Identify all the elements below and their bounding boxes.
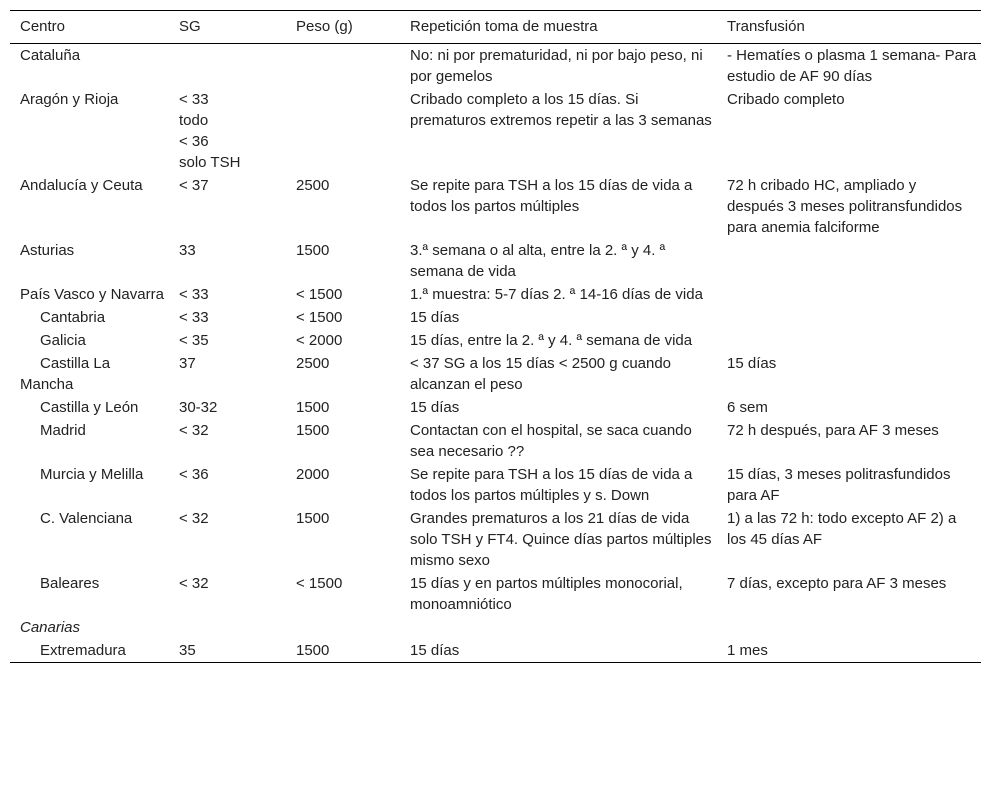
table-row xyxy=(10,88,981,174)
cell-transfusion xyxy=(717,283,981,306)
cell-sg: < 33 xyxy=(179,286,209,303)
table-row xyxy=(10,639,981,663)
table-row xyxy=(10,44,981,89)
cell-peso: < 1500 xyxy=(296,575,343,592)
cell-centro: Cataluña xyxy=(20,47,81,64)
table-row xyxy=(10,507,981,572)
cell-centro: Andalucía y Ceuta xyxy=(20,177,143,194)
cell-centro xyxy=(10,507,169,572)
cell-transfusion: - Hematíes o plasma 1 semana- Para estudio de AF 90 días xyxy=(727,47,977,85)
cell-transfusion: 15 días xyxy=(727,355,777,372)
cell-sg: < 32 xyxy=(179,422,209,439)
header-sg: SG xyxy=(179,18,201,35)
cell-sg xyxy=(169,616,286,639)
table-row xyxy=(10,463,981,507)
cell-peso: < 1500 xyxy=(296,286,343,303)
cell-centro xyxy=(10,329,169,352)
cell-peso: 1500 xyxy=(296,399,330,416)
cell-repeticion: < 37 SG a los 15 días < 2500 g cuando alcanzan el peso xyxy=(410,355,672,393)
cell-transfusion: 1 mes xyxy=(727,642,768,659)
header-centro: Centro xyxy=(20,18,66,35)
cell-sg: < 33 xyxy=(179,309,209,326)
cell-sg: < 37 xyxy=(179,177,209,194)
cell-transfusion xyxy=(717,329,981,352)
cell-transfusion xyxy=(717,239,981,283)
cell-repeticion: Se repite para TSH a los 15 días de vida a todos los partos múltiples y s. Down xyxy=(410,466,693,504)
cell-centro-text: Madrid xyxy=(40,422,86,439)
cell-centro: Asturias xyxy=(20,242,75,259)
cell-peso: 2500 xyxy=(296,355,330,372)
cell-transfusion xyxy=(717,306,981,329)
screening-table xyxy=(10,10,981,663)
cell-repeticion: Grandes prematuros a los 21 días de vida solo TSH y FT4. Quince días partos múltiples mismo sexo xyxy=(410,510,712,569)
cell-sg: 30-32 xyxy=(179,399,218,416)
cell-transfusion: 6 sem xyxy=(727,399,768,416)
cell-centro-text: C. Valenciana xyxy=(40,510,133,527)
cell-centro xyxy=(10,572,169,616)
cell-peso: < 2000 xyxy=(296,332,343,349)
cell-centro-text: Galicia xyxy=(40,332,86,349)
cell-peso: 2000 xyxy=(296,466,330,483)
cell-centro-text: Cantabria xyxy=(40,309,106,326)
cell-sg xyxy=(169,44,286,89)
cell-repeticion: 1.ª muestra: 5-7 días 2. ª 14-16 días de vida xyxy=(410,286,703,303)
cell-sg: 33 xyxy=(179,242,196,259)
cell-transfusion xyxy=(717,616,981,639)
cell-peso: 1500 xyxy=(296,422,330,439)
table-row xyxy=(10,283,981,306)
header-transfusion: Transfusión xyxy=(727,18,805,35)
cell-repeticion: Se repite para TSH a los 15 días de vida a todos los partos múltiples xyxy=(410,177,693,215)
cell-centro-text: Murcia y Melilla xyxy=(40,466,144,483)
cell-repeticion: 3.ª semana o al alta, entre la 2. ª y 4. ª semana de vida xyxy=(410,242,666,280)
table-row xyxy=(10,396,981,419)
cell-sg: < 33 todo < 36 solo TSH xyxy=(179,91,241,171)
cell-centro-text: Baleares xyxy=(40,575,100,592)
table-row xyxy=(10,306,981,329)
cell-centro xyxy=(10,352,169,396)
cell-transfusion: 7 días, excepto para AF 3 meses xyxy=(727,575,947,592)
cell-repeticion: No: ni por prematuridad, ni por bajo peso, ni por gemelos xyxy=(410,47,703,85)
cell-repeticion: 15 días xyxy=(410,642,460,659)
cell-sg: < 36 xyxy=(179,466,209,483)
cell-centro-text: Extremadura xyxy=(40,642,126,659)
cell-centro-text: Castilla y León xyxy=(40,399,139,416)
cell-repeticion: 15 días xyxy=(410,309,460,326)
cell-centro: Canarias xyxy=(20,619,81,636)
cell-sg: 37 xyxy=(179,355,196,372)
cell-peso xyxy=(286,44,400,89)
cell-peso: < 1500 xyxy=(296,309,343,326)
cell-centro: País Vasco y Navarra xyxy=(20,286,164,303)
cell-centro xyxy=(10,639,169,663)
cell-repeticion: Contactan con el hospital, se saca cuando sea necesario ?? xyxy=(410,422,692,460)
cell-transfusion: 1) a las 72 h: todo excepto AF 2) a los 45 días AF xyxy=(727,510,957,548)
cell-centro-text: Castilla La Mancha xyxy=(20,355,111,393)
cell-centro xyxy=(10,306,169,329)
cell-transfusion: 72 h después, para AF 3 meses xyxy=(727,422,939,439)
cell-transfusion: 15 días, 3 meses politrasfundidos para AF xyxy=(727,466,951,504)
table-row xyxy=(10,174,981,239)
cell-centro: Aragón y Rioja xyxy=(20,91,119,108)
header-row xyxy=(10,11,981,44)
header-repeticion: Repetición toma de muestra xyxy=(410,18,598,35)
cell-centro xyxy=(10,396,169,419)
cell-transfusion: Cribado completo xyxy=(727,91,845,108)
cell-repeticion: 15 días, entre la 2. ª y 4. ª semana de vida xyxy=(410,332,693,349)
cell-peso: 1500 xyxy=(296,510,330,527)
cell-centro xyxy=(10,419,169,463)
cell-sg: < 32 xyxy=(179,510,209,527)
table-row xyxy=(10,329,981,352)
table-row xyxy=(10,572,981,616)
cell-sg: < 32 xyxy=(179,575,209,592)
table-row xyxy=(10,616,981,639)
cell-peso: 2500 xyxy=(296,177,330,194)
cell-peso xyxy=(286,88,400,174)
cell-transfusion: 72 h cribado HC, ampliado y después 3 meses politransfundidos para anemia falciforme xyxy=(727,177,963,236)
cell-peso: 1500 xyxy=(296,642,330,659)
cell-peso: 1500 xyxy=(296,242,330,259)
cell-sg: 35 xyxy=(179,642,196,659)
table-row xyxy=(10,419,981,463)
cell-repeticion: Cribado completo a los 15 días. Si prematuros extremos repetir a las 3 semanas xyxy=(410,91,712,129)
table-row xyxy=(10,239,981,283)
cell-repeticion: 15 días y en partos múltiples monocorial, monoamniótico xyxy=(410,575,683,613)
cell-sg: < 35 xyxy=(179,332,209,349)
header-peso: Peso (g) xyxy=(296,18,353,35)
cell-centro xyxy=(10,463,169,507)
table-row xyxy=(10,352,981,396)
cell-repeticion: 15 días xyxy=(410,399,460,416)
cell-repeticion xyxy=(400,616,717,639)
cell-peso xyxy=(286,616,400,639)
